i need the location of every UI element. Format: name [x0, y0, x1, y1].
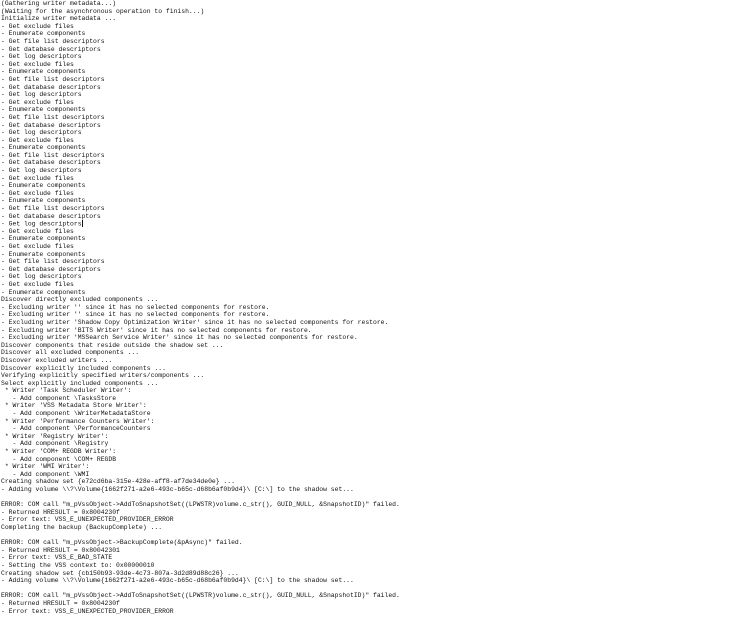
console-line	[1, 319, 749, 327]
console-line-text: Discover excluded writers ...	[1, 356, 113, 364]
console-line	[1, 38, 749, 46]
console-line	[1, 23, 749, 31]
console-line-text: - Get exclude files	[1, 227, 74, 235]
console-line	[1, 365, 749, 373]
console-line-text: - Enumerate components	[1, 106, 86, 114]
console-line	[1, 516, 749, 524]
console-line	[1, 304, 749, 312]
console-line-text: - Returned HRESULT = 0x8004230f	[1, 599, 120, 607]
console-line-text: - Enumerate components	[1, 68, 86, 76]
console-line-text: - Get file list descriptors	[1, 151, 105, 159]
console-line	[1, 554, 749, 562]
console-line-text: - Get database descriptors	[1, 212, 101, 220]
console-line	[1, 8, 749, 16]
console-line	[1, 91, 749, 99]
console-line	[1, 585, 749, 593]
console-line-text: Initialize writer metadata ...	[1, 15, 117, 23]
console-line	[1, 592, 749, 600]
console-line	[1, 600, 749, 608]
console-line	[1, 463, 749, 471]
console-line	[1, 220, 749, 228]
console-line-text: - Get exclude files	[1, 136, 74, 144]
console-line-text: - Enumerate components	[1, 288, 86, 296]
console-line	[1, 76, 749, 84]
console-line-text: - Excluding writer 'MSSearch Service Writer' since it has no selected components for restore.	[1, 334, 358, 342]
console-line	[1, 84, 749, 92]
console-line-text: * Writer 'Registry Writer':	[1, 432, 109, 440]
console-line	[1, 486, 749, 494]
console-line-text: Discover components that reside outside the shadow set ...	[1, 341, 224, 349]
console-line	[1, 53, 749, 61]
console-line	[1, 418, 749, 426]
console-line-text: Discover explicitly included components ...	[1, 364, 166, 372]
console-line	[1, 122, 749, 130]
console-line	[1, 15, 749, 23]
console-line-text: - Get file list descriptors	[1, 113, 105, 121]
console-line-text: - Get file list descriptors	[1, 37, 105, 45]
console-line	[1, 281, 749, 289]
console-line	[1, 106, 749, 114]
console-line	[1, 152, 749, 160]
console-line	[1, 440, 749, 448]
console-line-text: Creating shadow set {e72cd6ba-315e-428e-aff8-af7de34de0e} ...	[1, 478, 235, 486]
console-line	[1, 456, 749, 464]
console-line	[1, 433, 749, 441]
console-line-text: - Get log descriptors	[1, 220, 82, 228]
console-line-text: - Get exclude files	[1, 189, 74, 197]
console-line	[1, 395, 749, 403]
console-line	[1, 608, 749, 616]
console-line-text: - Error text: VSS_E_UNEXPECTED_PROVIDER_ERROR	[1, 607, 174, 615]
console-line-text: - Get exclude files	[1, 280, 74, 288]
console-line	[1, 311, 749, 319]
console-line	[1, 205, 749, 213]
console-line-text: - Get exclude files	[1, 243, 74, 250]
console-line	[1, 266, 749, 274]
console-line	[1, 68, 749, 76]
console-line-text: - Returned HRESULT = 0x8004230f	[1, 508, 120, 516]
console-line-text: - Get log descriptors	[1, 129, 82, 137]
console-line	[1, 501, 749, 509]
console-line-text: Verifying explicitly specified writers/components ...	[1, 372, 205, 380]
console-line	[1, 372, 749, 380]
console-line-text: - Enumerate components	[1, 182, 86, 190]
console-line-text: - Get exclude files	[1, 98, 74, 106]
console-line-text: - Error text: VSS_E_UNEXPECTED_PROVIDER_ERROR	[1, 516, 174, 524]
console-line	[1, 402, 749, 410]
console-line	[1, 251, 749, 259]
console-line	[1, 532, 749, 540]
console-line	[1, 0, 749, 8]
console-line-text: - Add component \WriterMetadataStore	[1, 410, 151, 418]
console-line	[1, 562, 749, 570]
console-output[interactable]	[1, 0, 749, 622]
console-line	[1, 425, 749, 433]
console-line-text: * Writer 'WMI Writer':	[1, 463, 90, 471]
console-line	[1, 175, 749, 183]
console-line-text: Discover all excluded components ...	[1, 349, 140, 357]
console-line-text: - Setting the VSS context to: 0x00000010	[1, 561, 155, 569]
console-line	[1, 114, 749, 122]
console-line-text: Creating shadow set {cb150b93-93de-4c73-807a-3d2d89d88c26} ...	[1, 569, 239, 577]
console-line-text: * Writer 'Task Scheduler Writer':	[1, 387, 132, 395]
console-line	[1, 570, 749, 578]
console-line-text: (Gathering writer metadata...)	[1, 0, 117, 7]
console-line-text: - Get database descriptors	[1, 83, 101, 91]
console-line-text: - Add component \Registry	[1, 440, 109, 448]
console-line	[1, 197, 749, 205]
console-line	[1, 273, 749, 281]
console-line	[1, 296, 749, 304]
console-line-text: * Writer 'Performance Counters Writer':	[1, 417, 155, 425]
console-line-text: - Excluding writer '' since it has no selected components for restore.	[1, 311, 270, 319]
console-line	[1, 167, 749, 175]
console-line	[1, 334, 749, 342]
console-line-text: - Excluding writer '' since it has no selected components for restore.	[1, 303, 270, 311]
console-line-text: - Get exclude files	[1, 174, 74, 182]
console-line-text: - Enumerate components	[1, 197, 86, 205]
console-line-text: - Add component \PerformanceCounters	[1, 425, 151, 433]
console-line-text: - Get log descriptors	[1, 53, 82, 61]
console-line	[1, 99, 749, 107]
console-line-text: - Get database descriptors	[1, 265, 101, 273]
console-line-text: - Get log descriptors	[1, 91, 82, 99]
console-line	[1, 448, 749, 456]
console-line	[1, 213, 749, 221]
console-line-text: - Excluding writer 'BITS Writer' since it has no selected components for restore.	[1, 326, 312, 334]
console-line	[1, 524, 749, 532]
console-line-text: - Returned HRESULT = 0x80042301	[1, 546, 120, 554]
console-line-text: - Adding volume \\?\Volume{1662f271-a2e6-493c-b65c-d68b6af0b9d4}\ [C:\] to the shadow set...	[1, 577, 354, 585]
console-line-text: - Error text: VSS_E_BAD_STATE	[1, 554, 113, 562]
console-line-text: - Get exclude files	[1, 60, 74, 68]
console-line-text: - Add component \COM+ REGDB	[1, 455, 117, 463]
console-line-text: ERROR: COM call "m_pVssObject->AddToSnapshotSet((LPWSTR)volume.c_str(), GUID_NULL, &SnapshotID)" failed.	[1, 592, 400, 600]
console-line-text: - Get log descriptors	[1, 167, 82, 175]
console-line	[1, 494, 749, 502]
console-line	[1, 258, 749, 266]
console-line	[1, 144, 749, 152]
console-line	[1, 182, 749, 190]
text-cursor	[82, 220, 83, 227]
console-line-text: - Get file list descriptors	[1, 258, 105, 266]
console-line	[1, 129, 749, 137]
console-line	[1, 471, 749, 479]
console-line	[1, 357, 749, 365]
console-line-text: * Writer 'VSS Metadata Store Writer':	[1, 402, 147, 410]
console-line-text: - Enumerate components	[1, 235, 86, 243]
console-line	[1, 342, 749, 350]
console-line-text: - Add component \TasksStore	[1, 394, 117, 402]
console-line	[1, 159, 749, 167]
console-line-text: - Get exclude files	[1, 22, 74, 30]
console-line	[1, 61, 749, 69]
console-line	[1, 46, 749, 54]
console-line-text: - Enumerate components	[1, 30, 86, 38]
console-line	[1, 289, 749, 297]
console-line	[1, 349, 749, 357]
console-line	[1, 509, 749, 517]
console-line	[1, 190, 749, 198]
console-line-text: Discover directly excluded components ...	[1, 296, 159, 304]
console-line-text: ERROR: COM call "m_pVssObject->AddToSnapshotSet((LPWSTR)volume.c_str(), GUID_NULL, &SnapshotID)" failed.	[1, 501, 400, 509]
console-line-text: - Enumerate components	[1, 250, 86, 258]
console-line-text: - Get database descriptors	[1, 121, 101, 129]
console-line-text: - Add component \WMI	[1, 470, 90, 478]
console-line	[1, 380, 749, 388]
console-line	[1, 327, 749, 335]
console-line	[1, 235, 749, 243]
console-line	[1, 539, 749, 547]
console-line	[1, 577, 749, 585]
console-line-text: (Waiting for the asynchronous operation to finish...)	[1, 7, 205, 15]
console-line-text: - Get database descriptors	[1, 45, 101, 53]
console-line	[1, 30, 749, 38]
console-line-text: * Writer 'COM+ REGDB Writer':	[1, 448, 117, 456]
console-line-text: - Get database descriptors	[1, 159, 101, 167]
console-line-text: - Adding volume \\?\Volume{1662f271-a2e6-493c-b65c-d68b6af0b9d4}\ [C:\] to the shadow set...	[1, 486, 354, 493]
console-line	[1, 228, 749, 236]
console-line-text: - Excluding writer 'Shadow Copy Optimization Writer' since it has no selected components for restore.	[1, 318, 389, 326]
console-line-text: - Enumerate components	[1, 144, 86, 152]
console-line-text: - Get file list descriptors	[1, 205, 105, 213]
console-line-text: Completing the backup (BackupComplete) ...	[1, 523, 163, 531]
console-line	[1, 547, 749, 555]
console-line	[1, 410, 749, 418]
console-line-text: ERROR: COM call "m_pVssObject->BackupComplete(&pAsync)" failed.	[1, 539, 243, 547]
console-line-text: Select explicitly included components ...	[1, 379, 159, 387]
console-line	[1, 387, 749, 395]
console-line	[1, 243, 749, 251]
console-line	[1, 137, 749, 145]
console-line	[1, 478, 749, 486]
console-line-text: - Get log descriptors	[1, 273, 82, 281]
console-line-text: - Get file list descriptors	[1, 75, 105, 83]
